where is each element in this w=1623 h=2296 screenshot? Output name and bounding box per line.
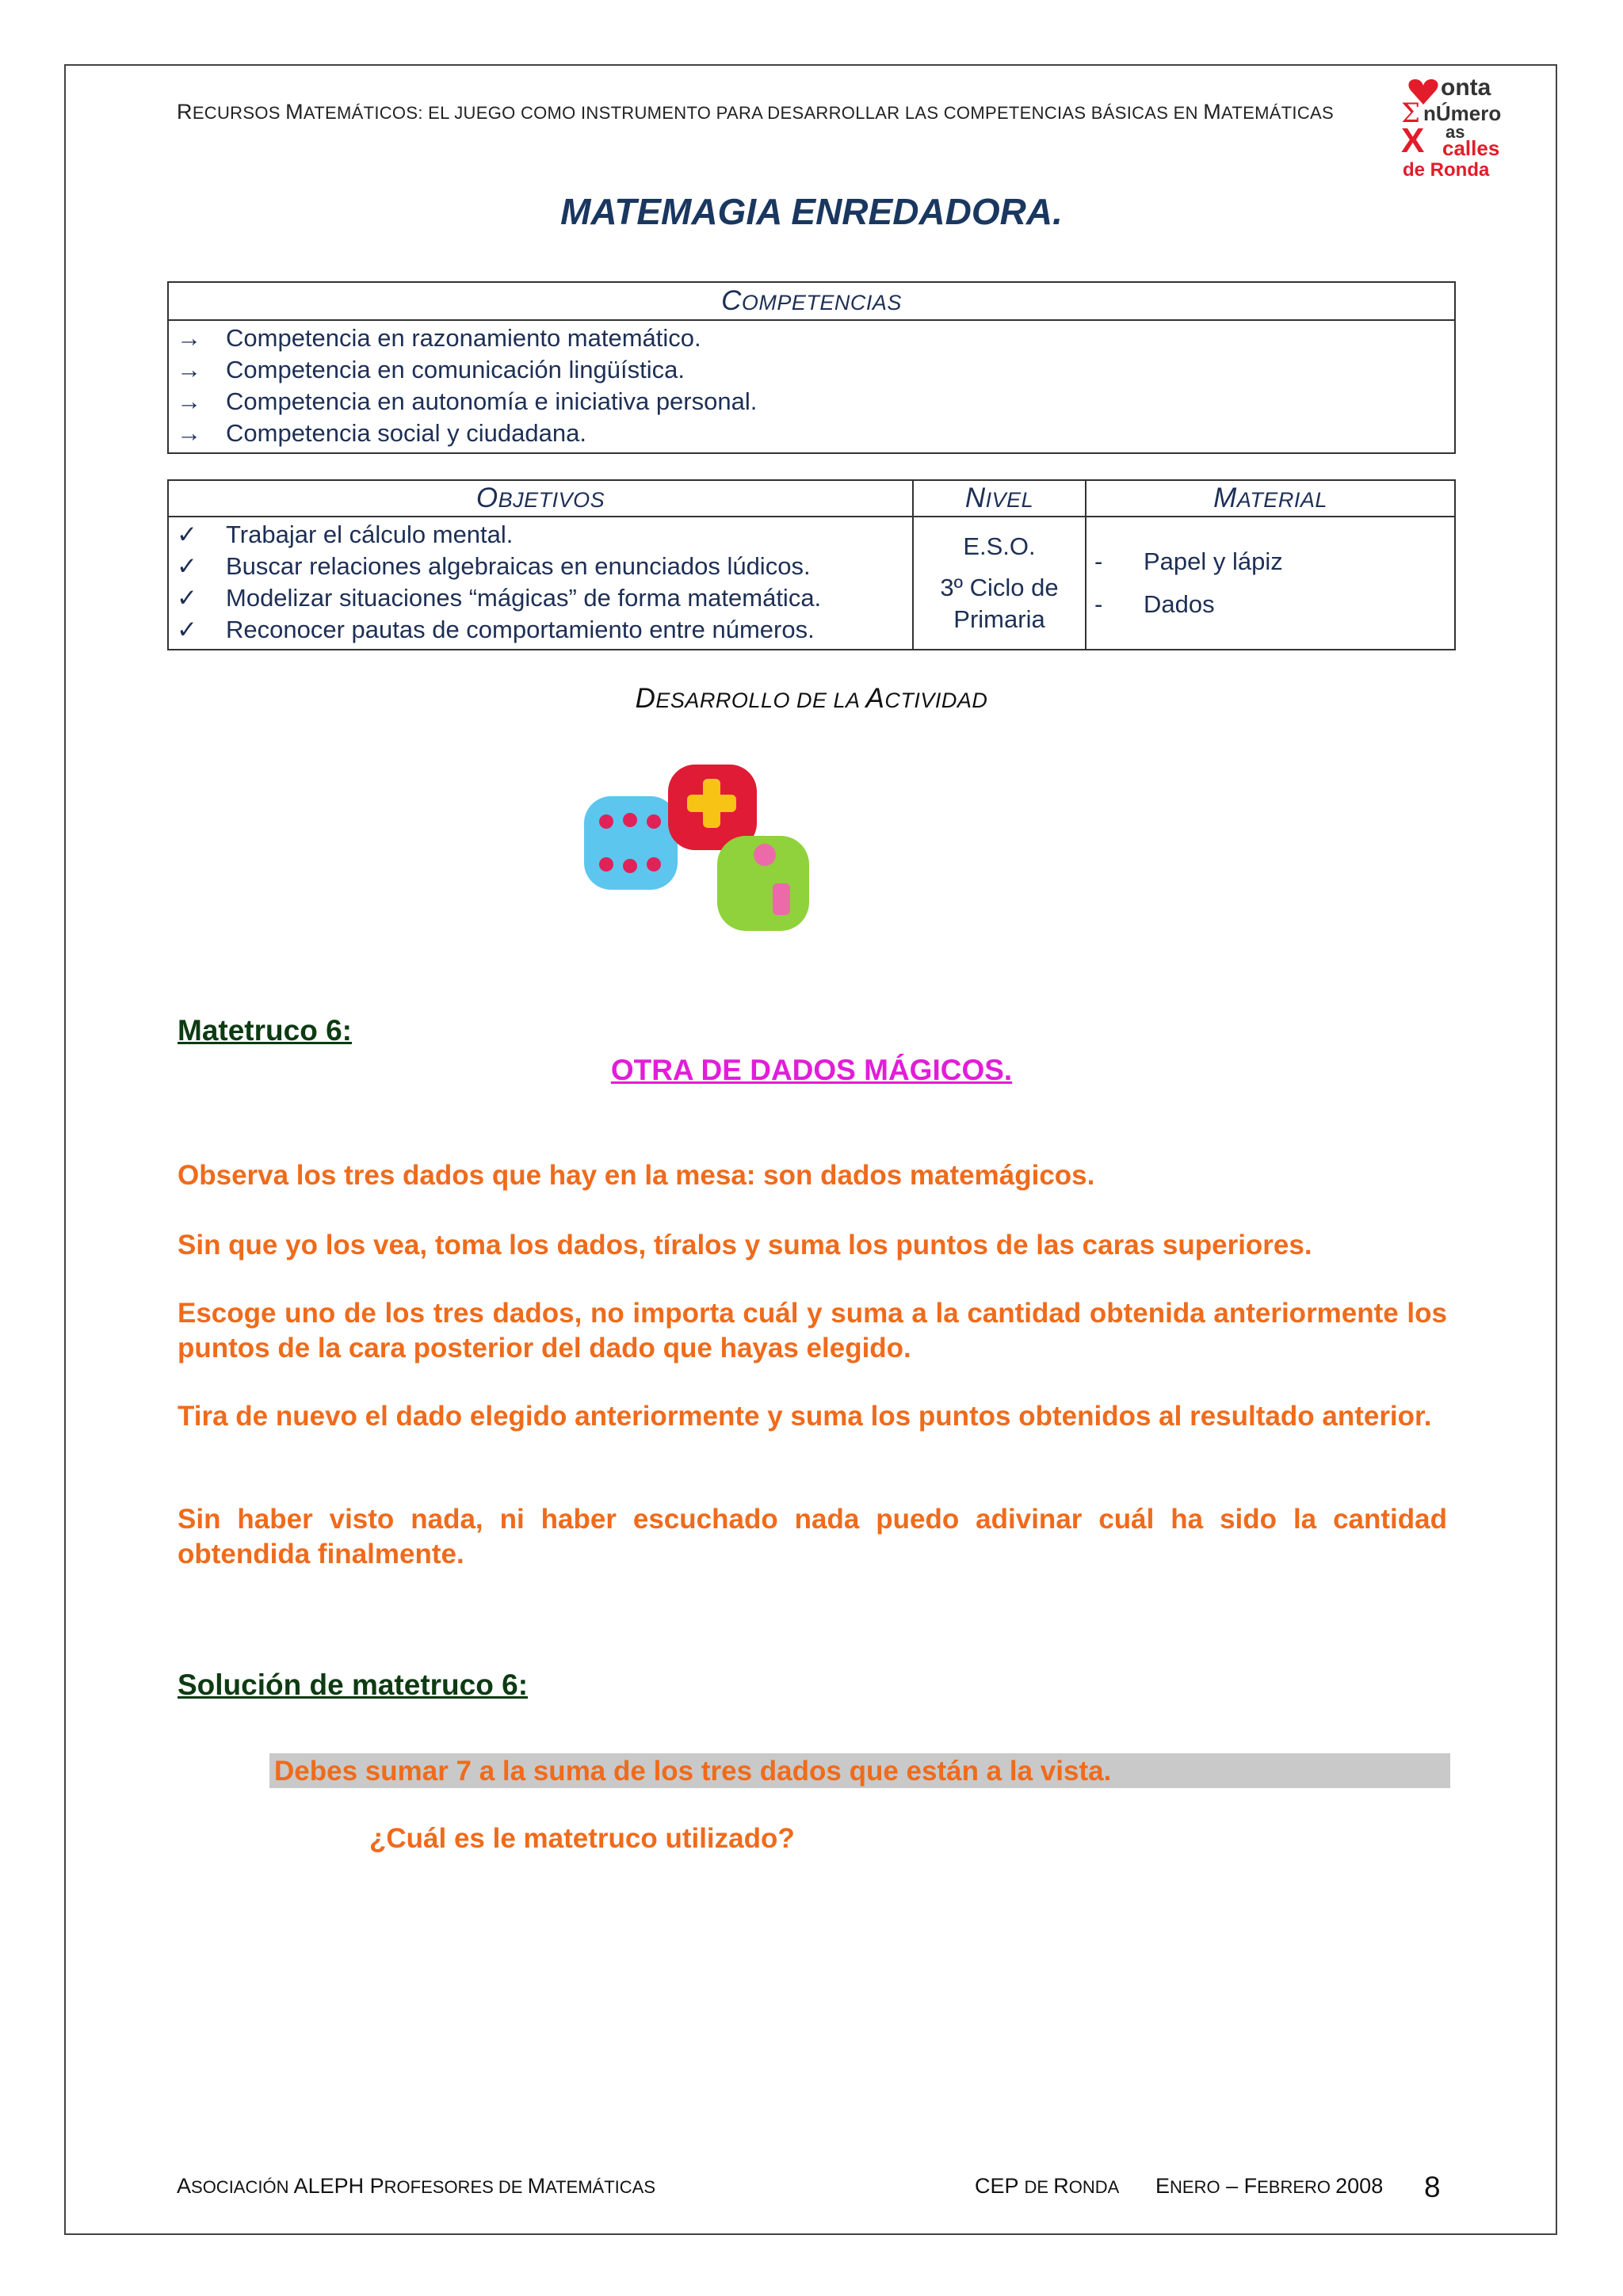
competencia-item: → Competencia social y ciudadana. [177, 419, 586, 447]
objetivos-list [168, 517, 913, 650]
footer-association: ASOCIACIÓN ALEPH PROFESORES DE MATEMÁTICAS [177, 2174, 656, 2198]
paragraph: Observa los tres dados que hay en la mesa: son dados matemágicos. [178, 1160, 1095, 1191]
competencias-list [168, 320, 1455, 453]
paragraph: Tira de nuevo el dado elegido anteriormente y suma los puntos obtenidos al resultado anterior. [178, 1401, 1432, 1432]
objetivo-item: ✓ Buscar relaciones algebraicas en enunciados lúdicos. [177, 551, 904, 582]
objetivo-item: ✓ Reconocer pautas de comportamiento entre números. [177, 614, 904, 646]
question-text: ¿Cuál es le matetruco utilizado? [369, 1823, 795, 1854]
page-number: 8 [1424, 2171, 1441, 2203]
competencias-table [167, 281, 1456, 454]
competencia-item: → Competencia en razonamiento matemático. [177, 324, 701, 352]
running-header: RECURSOS MATEMÁTICOS: EL JUEGO COMO INSTRUMENTO PARA DESARROLLAR LAS COMPETENCIAS BÁSICAS EN MATEMÁTICAS [177, 100, 1334, 124]
trick-subtitle: OTRA DE DADOS MÁGICOS. [610, 1054, 1013, 1086]
competencia-item: → Competencia en comunicación lingüística. [177, 356, 685, 383]
objetivo-item: ✓ Modelizar situaciones “mágicas” de forma matemática. [177, 582, 904, 614]
material-item: - Papel y lápiz [1094, 547, 1283, 575]
check-icon: ✓ [177, 521, 197, 548]
logo-text-1: onta [1441, 74, 1491, 101]
matetruco-heading: Matetruco 6: [178, 1014, 352, 1047]
check-icon: ✓ [177, 584, 197, 612]
logo-text-2: nÚmero [1423, 101, 1502, 125]
objetivos-table [167, 479, 1456, 650]
competencias-header: COMPETENCIAS [168, 282, 1455, 320]
solution-text: Debes sumar 7 a la suma de los tres dados que están a la vista. [274, 1756, 1112, 1787]
check-icon: ✓ [177, 552, 197, 580]
nivel-cell: E.S.O. 3º Ciclo de Primaria [913, 517, 1086, 650]
material-header: MATERIAL [1086, 480, 1455, 517]
paragraph: Sin que yo los vea, toma los dados, tíralos y suma los puntos de las caras superiores. [178, 1230, 1312, 1261]
logo-text-4: calles [1442, 136, 1500, 160]
solucion-heading: Solución de matetruco 6: [178, 1669, 529, 1701]
material-item: - Dados [1094, 590, 1215, 618]
footer-date: ENERO – FEBRERO 2008 [1155, 2174, 1384, 2198]
competencia-item: → Competencia en autonomía e iniciativa personal. [177, 387, 758, 415]
section-heading-desarrollo: DESARROLLO DE LA ACTIVIDAD [635, 683, 988, 714]
material-cell [1086, 517, 1455, 650]
nivel-header: NIVEL [913, 480, 1086, 517]
svg-text:X: X [1401, 121, 1425, 160]
monta-un-numero-logo [1396, 73, 1531, 192]
dice-illustration [582, 749, 820, 939]
objetivo-item: ✓ Trabajar el cálculo mental. [177, 519, 904, 551]
svg-text:Σ: Σ [1401, 97, 1421, 129]
check-icon: ✓ [177, 616, 197, 643]
logo-text-5: de Ronda [1403, 159, 1490, 181]
page-title: MATEMAGIA ENREDADORA. [560, 191, 1063, 232]
objetivos-header: OBJETIVOS [168, 480, 913, 517]
paragraph: Escoge uno de los tres dados, no importa cuál y suma a la cantidad obtenida anteriormente los puntos de la cara posterior del dado que hayas elegido. [178, 1298, 1447, 1363]
footer-cep: CEP DE RONDA [975, 2174, 1120, 2198]
paragraph: Sin haber visto nada, ni haber escuchado nada puedo adivinar cuál ha sido la cantidad obtendida finalmente. [178, 1504, 1447, 1569]
logo-text-3: as [1445, 122, 1465, 142]
